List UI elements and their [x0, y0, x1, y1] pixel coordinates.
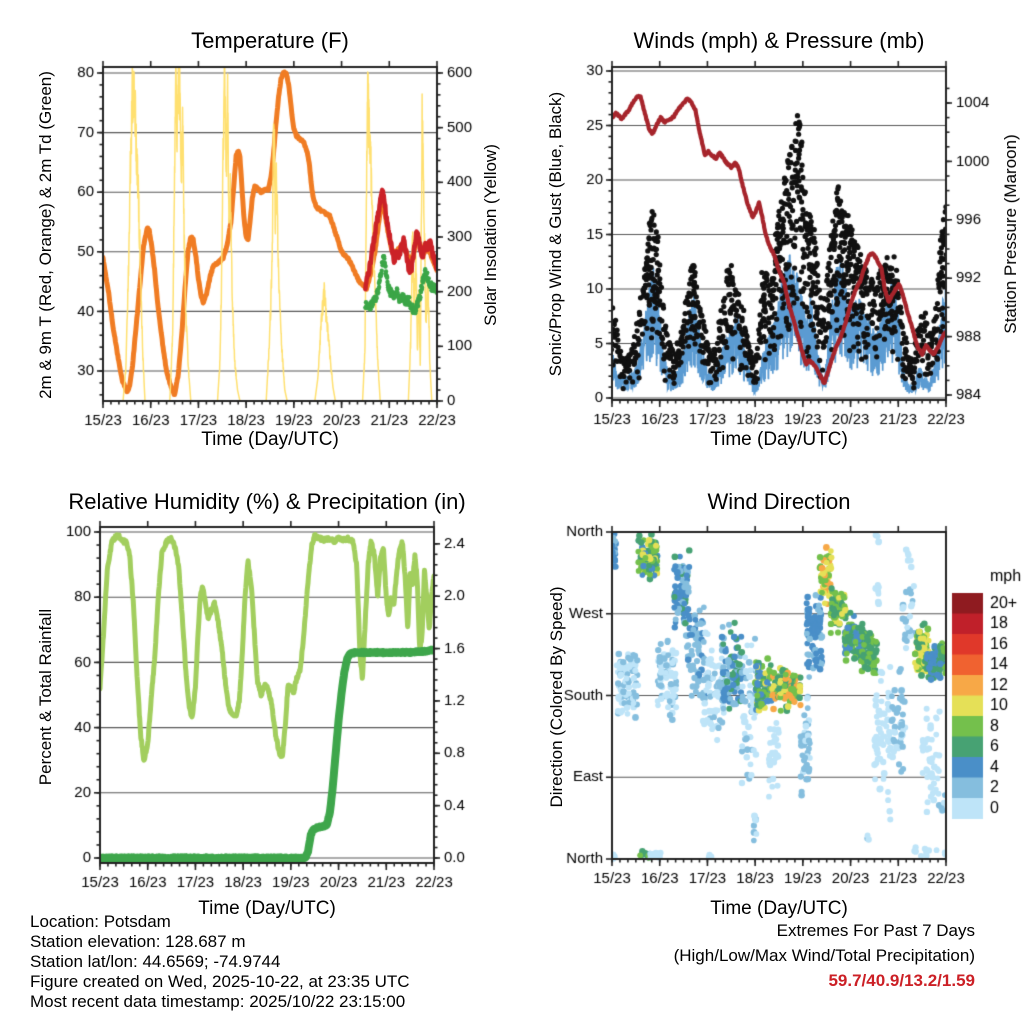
direction-xaxis-label: Time (Day/UTC) [710, 898, 848, 919]
station-latlon: Station lat/lon: 44.6569; -74.9744 [30, 952, 281, 971]
temperature-yaxis-left-label: 2m & 9m T (Red, Orange) & 2m Td (Green) [36, 71, 55, 399]
percent-rainfall-yaxis-label: Percent & Total Rainfall [36, 608, 55, 786]
wind-direction-title: Wind Direction [707, 489, 851, 514]
winds-xaxis-label: Time (Day/UTC) [710, 429, 848, 450]
solar-yaxis-right-label: Solar Insolation (Yellow) [481, 144, 500, 326]
humidity-precip-title: Relative Humidity (%) & Precipitation (in) [68, 489, 466, 514]
winds-pressure-title: Winds (mph) & Pressure (mb) [633, 28, 925, 53]
direction-yaxis-label: Direction (Colored By Speed) [547, 586, 566, 808]
temperature-xaxis-label: Time (Day/UTC) [201, 429, 339, 450]
extremes-values: 59.7/40.9/13.2/1.59 [828, 971, 975, 990]
pressure-yaxis-right-label: Station Pressure (Maroon) [1001, 134, 1020, 334]
extremes-heading: Extremes For Past 7 Days [776, 921, 975, 940]
station-elevation: Station elevation: 128.687 m [30, 932, 246, 951]
figure-created: Figure created on Wed, 2025-10-22, at 23:35 UTC [30, 972, 410, 991]
extremes-block [674, 918, 975, 993]
wind-yaxis-left-label: Sonic/Prop Wind & Gust (Blue, Black) [546, 91, 565, 377]
station-location: Location: Potsdam [30, 912, 171, 931]
temperature-title: Temperature (F) [191, 28, 349, 53]
extremes-subheading: (High/Low/Max Wind/Total Precipitation) [673, 946, 975, 965]
humidity-xaxis-label: Time (Day/UTC) [198, 898, 336, 919]
data-timestamp: Most recent data timestamp: 2025/10/22 23:15:00 [30, 992, 406, 1011]
station-info-block [30, 912, 410, 1012]
